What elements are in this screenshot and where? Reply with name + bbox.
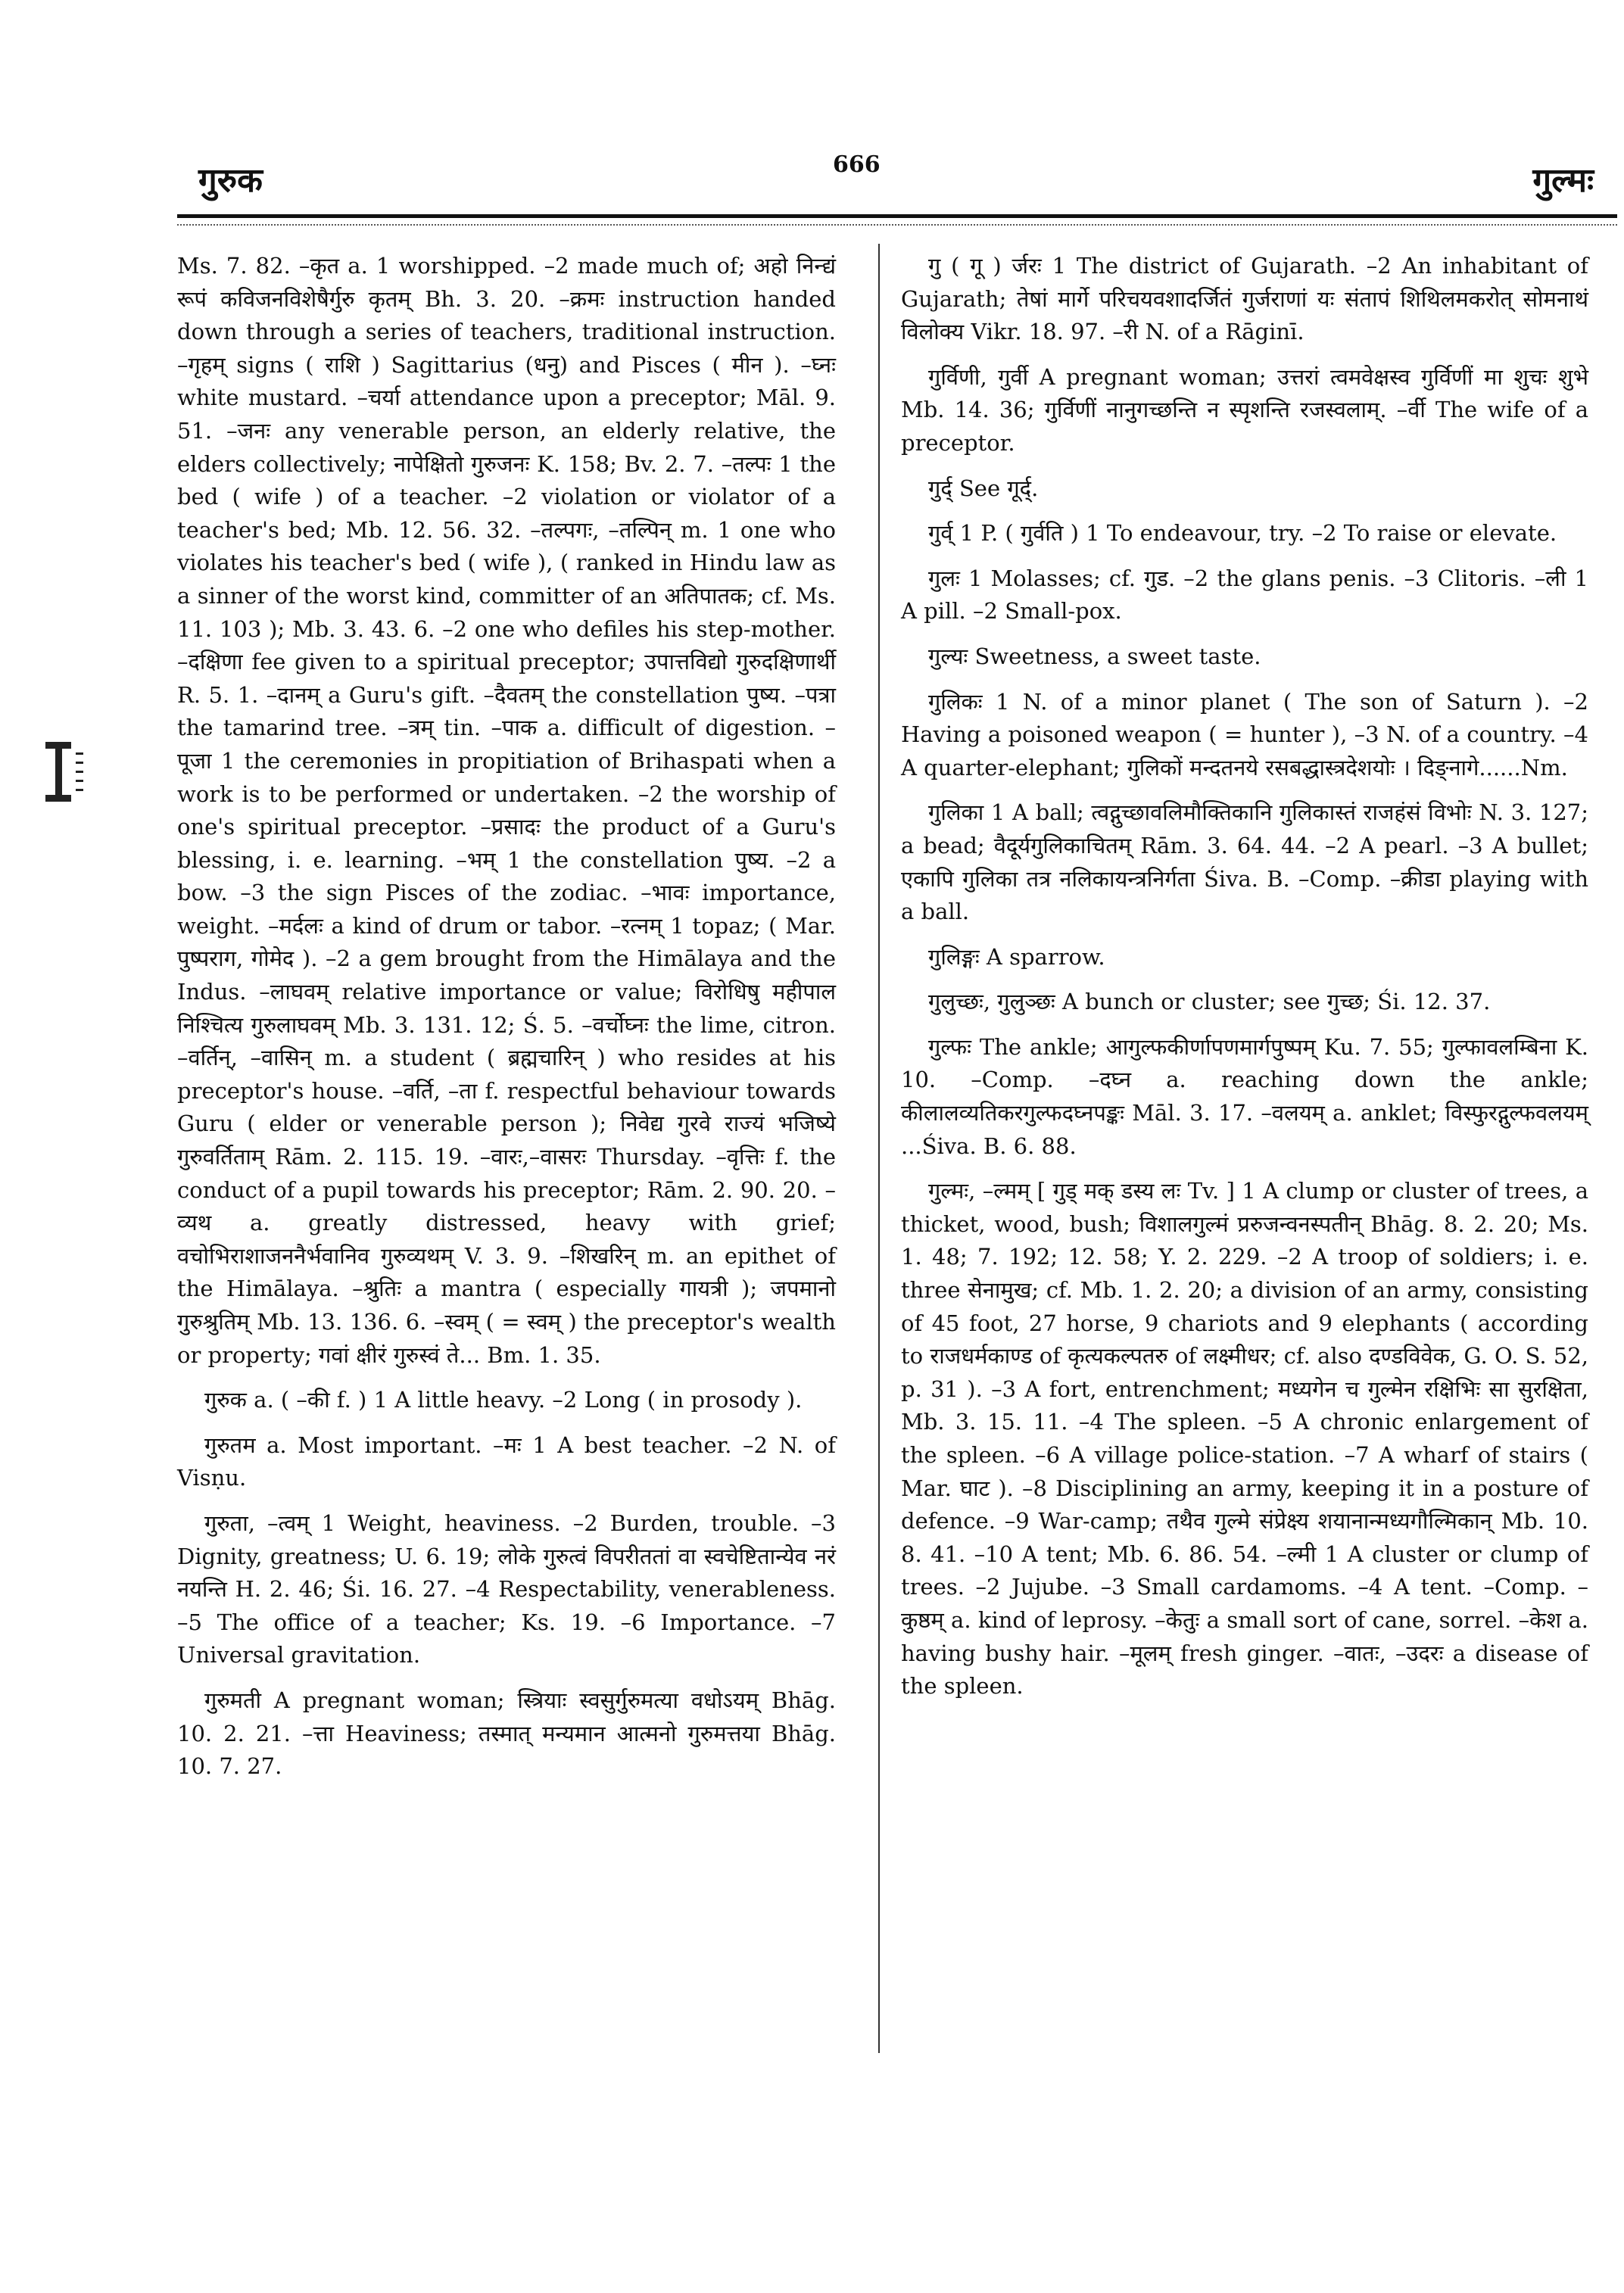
entry-gurvini (901, 361, 1588, 460)
entry-text: Ms. 7. 82. –कृत a. 1 worshipped. –2 made much of; अहो निन्द्यं रूपं कविजनविशेषैर्गुरु कृतम् Bh. 3. 20. –क्रमः instruction handed down through a series of teachers, traditional instruction. –गृहम् signs ( राशि ) Sagittarius (धनु) and Pisces ( मीन ). –घ्नः white mustard. –चर्या attendance upon a preceptor; Māl. 9. 51. –जनः any venerable person, an elderly relative, the elders collectively; नापेक्षितो गुरुजनः K. 158; Bv. 2. 7. –तल्पः 1 the bed ( wife ) of a teacher. –2 violation or violator of a teacher's bed; Mb. 12. 56. 32. –तल्पगः, –तल्पिन् m. 1 one who violates his teacher's bed ( wife ), ( ranked in Hindu law as a sinner of the worst kind, committer of an अतिपातक; cf. Ms. 11. 103 ); Mb. 3. 43. 6. –2 one who defiles his step-mother. –दक्षिणा fee given to a spiritual preceptor; उपात्तविद्यो गुरुदक्षिणार्थी R. 5. 1. –दानम् a Guru's gift. –दैवतम् the constellation पुष्य. –पत्रा the tamarind tree. –त्रम् tin. –पाक a. difficult of digestion. –पूजा 1 the ceremonies in propitiation of Brihaspati when a work is to be performed or undertaken. –2 the worship of one's spiritual preceptor. –प्रसादः the product of a Guru's blessing, i. e. learning. –भम् 1 the constellation पुष्य. –2 a bow. –3 the sign Pisces of the zodiac. –भावः importance, weight. –मर्दलः a kind of drum or tabor. –रत्नम् 1 topaz; ( Mar. पुष्पराग, गोमेद ). –2 a gem brought from the Himālaya and the Indus. –लाघवम् relative importance or value; विरोधिषु महीपाल निश्चित्य गुरुलाघवम् Mb. 3. 131. 12; Ś. 5. –वर्चोघ्नः the lime, citron. –वर्तिन्, –वासिन् m. a student ( ब्रह्मचारिन् ) who resides at his preceptor's house. –वर्ति, –ता f. respectful behaviour towards Guru ( elder or venerable person ); निवेद्य गुरवे राज्यं भजिष्ये गुरुवर्तिताम् Rām. 2. 115. 19. –वारः,–वासरः Thursday. –वृत्तिः f. the conduct of a pupil towards his preceptor; Rām. 2. 90. 20. –व्यथ a. greatly distressed, heavy with grief; वचोभिराशाजननैर्भवानिव गुरुव्यथम् V. 3. 9. –शिखरिन् m. an epithet of the Himālaya. –श्रुतिः a mantra ( especially गायत्री ); जपमानो गुरुश्रुतिम् Mb. 13. 136. 6. –स्वम् ( = स्वम् ) the preceptor's wealth or property; गवां क्षीरं गुरुस्वं ते... Bm. 1. 35. (177, 253, 836, 1368)
running-head-left: गुरुक (198, 161, 263, 200)
entry-gurd (901, 472, 1588, 506)
entry-text: गुल्फः The ankle; आगुल्फकीर्णापणमार्गपुष्पम् Ku. 7. 55; गुल्फावलम्बिना K. 10. –Comp. –दघ्न a. reaching down the ankle; कीलालव्यतिकरगुल्फदघ्नपङ्कः Māl. 3. 17. –वलयम् a. anklet; विस्फुरद्गुल्फवलयम् ...Śiva. B. 6. 88. (901, 1033, 1588, 1159)
entry-text: गुल्यः Sweetness, a sweet taste. (928, 643, 1261, 669)
entry-text: गुलः 1 Molasses; cf. गुड. –2 the glans penis. –3 Clitoris. –ली 1 A pill. –2 Small-pox. (901, 565, 1588, 625)
entry-guru-continued (177, 250, 836, 1372)
entry-gurv (901, 517, 1588, 550)
entry-gurjara (901, 250, 1588, 349)
entry-text: गुल्मः, –ल्मम् [ गुड् मक् डस्य लः Tv. ] 1 A clump or cluster of trees, a thicket, wood, bush; विशालगुल्मं प्ररुजन्वनस्पतीन् Bhāg. 8. 2. 20; Ms. 1. 48; 7. 192; 12. 58; Y. 2. 229. –2 A troop of soldiers; i. e. three सेनामुख; cf. Mb. 1. 2. 20; a division of an army, consisting of 45 foot, 27 horse, 9 chariots and 9 elephants ( according to राजधर्मकाण्ड of कृत्यकल्पतरु of लक्ष्मीधर; cf. also दण्डविवेक, G. O. S. 52, p. 31 ). –3 A fort, entrenchment; मध्यगेन च गुल्मेन रक्षिभिः सा सुरक्षिता, Mb. 3. 15. 11. –4 The spleen. –5 A chronic enlargement of the spleen. –6 A village police-station. –7 A wharf of stairs ( Mar. घाट ). –8 Disciplining an army, keeping it in a posture of defence. –9 War-camp; तथैव गुल्मे संप्रेक्ष्य शयानान्मध्यगौल्मिकान् Mb. 10. 8. 41. –10 A tent; Mb. 6. 86. 54. –ल्मी 1 A cluster or clump of trees. –2 Jujube. –3 Small cardamoms. –4 A tent. –Comp. –कुष्ठम् a. kind of leprosy. –केतुः a small sort of cane, sorrel. –केश a. having bushy hair. –मूलम् fresh ginger. –वातः, –उदरः a disease of the spleen. (901, 1178, 1588, 1699)
entry-guruka (177, 1384, 836, 1417)
left-column (177, 250, 836, 1796)
entry-gurutama (177, 1429, 836, 1495)
entry-text: गु ( गू ) र्जरः 1 The district of Gujarath. –2 An inhabitant of Gujarath; तेषां मार्गे परिचयवशादर्जितं गुर्जराणां यः संतापं शिथिलमकरोत् सोमनाथं विलोक्य Vikr. 18. 97. –री N. of a Rāginī. (901, 253, 1588, 345)
entry-gurumati (177, 1684, 836, 1784)
entry-gulya (901, 640, 1588, 674)
entry-guruta (177, 1507, 836, 1672)
entry-gulika-fem (901, 796, 1588, 928)
header-dotted-rule (177, 224, 1617, 226)
entry-gulma (901, 1175, 1588, 1703)
entry-text: गुर्व् 1 P. ( गुर्वति ) 1 To endeavour, try. –2 To raise or elevate. (928, 520, 1557, 547)
entry-gulinga (901, 941, 1588, 974)
page-header (0, 0, 1624, 227)
entry-gula (901, 562, 1588, 628)
entry-text: गुरुता, –त्वम् 1 Weight, heaviness. –2 Burden, trouble. –3 Dignity, greatness; U. 6. 19; लोके गुरुत्वं विपरीततां वा स्वचेष्टितान्येव नरं नयन्ति H. 2. 46; Śi. 16. 27. –4 Respectability, venerableness. –5 The office of a teacher; Ks. 19. –6 Importance. –7 Universal gravitation. (177, 1509, 836, 1668)
entry-text: गुर्द् See गूर्द्. (928, 475, 1039, 501)
right-column (901, 250, 1588, 1715)
entry-text: गुलिङ्गः A sparrow. (928, 943, 1105, 970)
entry-gulika (901, 686, 1588, 785)
entry-text: गुर्विणी, गुर्वी A pregnant woman; उत्तरां त्वमवेक्षस्व गुर्विणीं मा शुचः शुभे Mb. 14. 36; गुर्विणीं नानुगच्छन्ति न स्पृशन्ति रजस्वलाम्. –र्वी The wife of a preceptor. (901, 363, 1588, 456)
entry-text: गुरुमती A pregnant woman; स्त्रियाः स्वसुर्गुरुमत्या वधोऽयम् Bhāg. 10. 2. 21. –त्ता Heaviness; तस्मात् मन्यमान आत्मनो गुरुमत्तया Bhāg. 10. 7. 27. (177, 1687, 836, 1780)
entry-text: गुरुतम a. Most important. –मः 1 A best teacher. –2 N. of Visṇu. (177, 1432, 836, 1491)
entry-text: गुरुक a. ( –की f. ) 1 A little heavy. –2 Long ( in prosody ). (204, 1387, 803, 1413)
running-head-right: गुल्मः (1532, 161, 1594, 200)
entry-gulpha (901, 1031, 1588, 1163)
entry-text: गुलिका 1 A ball; त्वद्गुच्छावलिमौक्तिकानि गुलिकास्तं राजहंसं विभोः N. 3. 127; a bead; वैदूर्यगुलिकाचितम् Rām. 3. 64. 44. –2 A pearl. –3 A bullet; एकापि गुलिका तत्र नलिकायन्त्रनिर्गता Śiva. B. –Comp. –क्रीडा playing with a ball. (901, 799, 1588, 925)
margin-mark-icon (45, 742, 85, 804)
header-rule (177, 214, 1617, 218)
page-number: 666 (833, 151, 881, 178)
column-divider (878, 244, 880, 2053)
entry-gulucchha (901, 986, 1588, 1019)
entry-text: गुलुच्छः, गुलुञ्छः A bunch or cluster; see गुच्छ; Śi. 12. 37. (928, 989, 1491, 1015)
entry-text: गुलिकः 1 N. of a minor planet ( The son of Saturn ). –2 Having a poisoned weapon ( = hunter ), –3 N. of a country. –4 A quarter-elephant; गुलिकों मन्दतनये रसबद्धास्त्रदेशयोः । दिङ्नागे......Nm. (901, 688, 1588, 780)
